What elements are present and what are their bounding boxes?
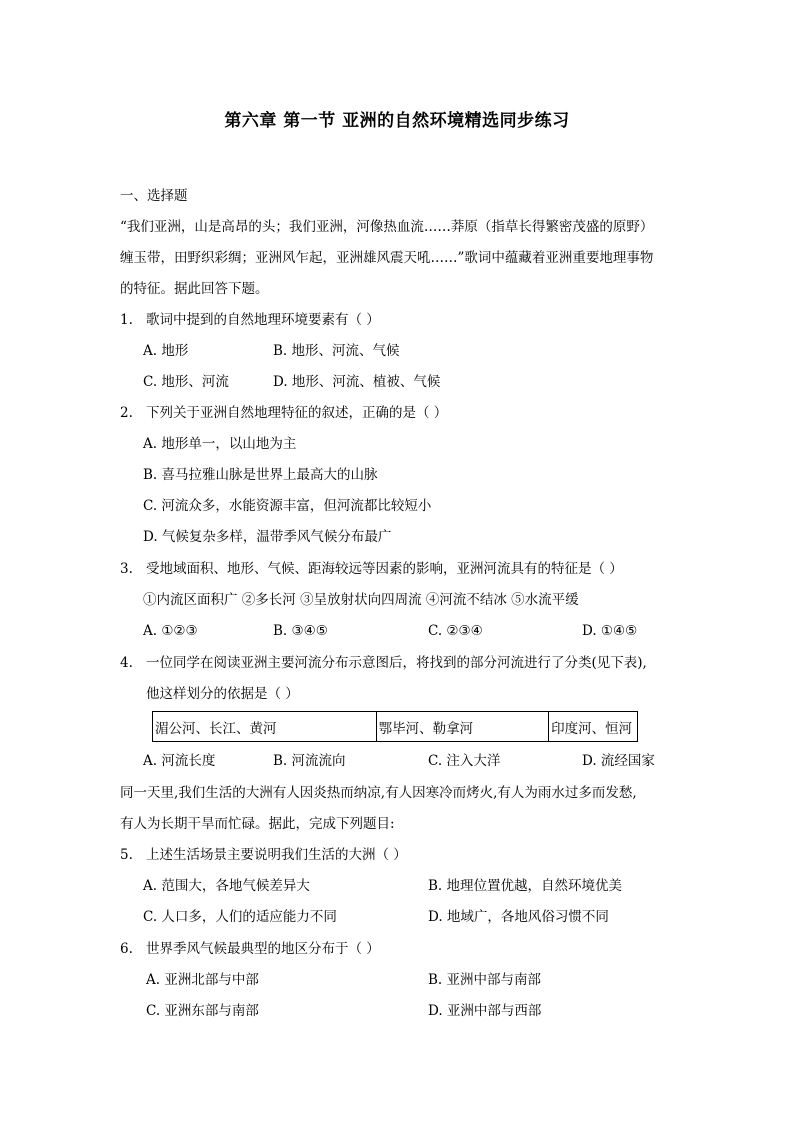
intro-line: 有人为长期干旱而忙碌。据此，完成下列题目:	[120, 816, 395, 832]
option-b: B. 河流流向	[273, 753, 346, 769]
option-c: C. 河流众多，水能资源丰富，但河流都比较短小	[143, 498, 432, 514]
table-cell: 印度河、恒河	[549, 712, 638, 742]
statement-list: ①内流区面积广 ②多长河 ③呈放射状向四周流 ④河流不结冰 ⑤水流平缓	[143, 592, 579, 608]
option-d: D. 气候复杂多样，温带季风气候分布最广	[143, 529, 392, 545]
section-heading: 一、选择题	[120, 188, 188, 204]
question-number: 6.	[120, 941, 133, 957]
question-number: 5.	[120, 847, 133, 863]
question-text-continued: 他这样划分的依据是（ ）	[146, 686, 299, 702]
option-a: A. 地形单一，以山地为主	[143, 436, 297, 452]
option-c: C. 地形、河流	[143, 374, 229, 390]
question-number: 3.	[120, 561, 133, 577]
option-c: C. ②③④	[428, 623, 483, 639]
question-text: 下列关于亚洲自然地理特征的叙述，正确的是（ ）	[146, 405, 448, 421]
option-b: B. 地理位置优越，自然环境优美	[428, 878, 623, 894]
intro-line: 的特征。据此回答下题。	[120, 281, 269, 297]
question-4	[120, 653, 647, 673]
option-b: B. 亚洲中部与南部	[428, 972, 542, 988]
option-b: B. 喜马拉雅山脉是世界上最高大的山脉	[143, 467, 378, 483]
question-number: 4.	[120, 655, 133, 671]
option-a: A. 河流长度	[143, 753, 216, 769]
option-a: A. ①②③	[143, 623, 198, 639]
option-a: A. 范围大，各地气候差异大	[143, 878, 310, 894]
option-c: C. 注入大洋	[428, 753, 501, 769]
river-classification-table	[152, 711, 638, 742]
option-d: D. ①④⑤	[582, 623, 638, 639]
question-2	[120, 403, 447, 423]
intro-line: “我们亚洲，山是高昂的头；我们亚洲，河像热血流……莽原（指草长得繁密茂盛的原野）	[120, 219, 654, 235]
question-number: 1.	[120, 312, 133, 328]
table-cell: 湄公河、长江、黄河	[153, 712, 377, 742]
option-d: D. 地域广，各地风俗习惯不同	[428, 909, 609, 925]
table-cell: 鄂毕河、勒拿河	[376, 712, 548, 742]
option-a: A. 亚洲北部与中部	[146, 972, 259, 988]
option-c: C. 人口多，人们的适应能力不同	[143, 909, 337, 925]
option-d: D. 亚洲中部与西部	[428, 1003, 542, 1019]
intro-line: 同一天里,我们生活的大洲有人因炎热而纳凉,有人因寒冷而烤火,有人为雨水过多而发愁,	[120, 785, 637, 801]
page-title: 第六章 第一节 亚洲的自然环境精选同步练习	[224, 111, 570, 131]
option-a: A. 地形	[143, 343, 189, 359]
question-1	[120, 310, 380, 330]
question-6	[120, 939, 380, 959]
option-b: B. 地形、河流、气候	[273, 343, 400, 359]
option-b: B. ③④⑤	[273, 623, 328, 639]
question-text: 上述生活场景主要说明我们生活的大洲（ ）	[146, 847, 407, 863]
intro-line: 缠玉带，田野织彩绸；亚洲风乍起，亚洲雄风震天吼……”歌词中蕴藏着亚洲重要地理事物	[120, 250, 654, 266]
question-number: 2.	[120, 405, 133, 421]
question-text: 歌词中提到的自然地理环境要素有（ ）	[146, 312, 380, 328]
question-text: 一位同学在阅读亚洲主要河流分布示意图后，将找到的部分河流进行了分类(见下表),	[146, 655, 647, 671]
question-3	[120, 559, 623, 579]
question-text: 受地域面积、地形、气候、距海较远等因素的影响，亚洲河流具有的特征是（ ）	[146, 561, 623, 577]
question-5	[120, 845, 407, 865]
question-text: 世界季风气候最典型的地区分布于（ ）	[146, 941, 380, 957]
option-d: D. 地形、河流、植被、气候	[273, 374, 441, 390]
table-row	[153, 712, 638, 742]
option-c: C. 亚洲东部与南部	[146, 1003, 259, 1019]
option-d: D. 流经国家	[582, 753, 655, 769]
